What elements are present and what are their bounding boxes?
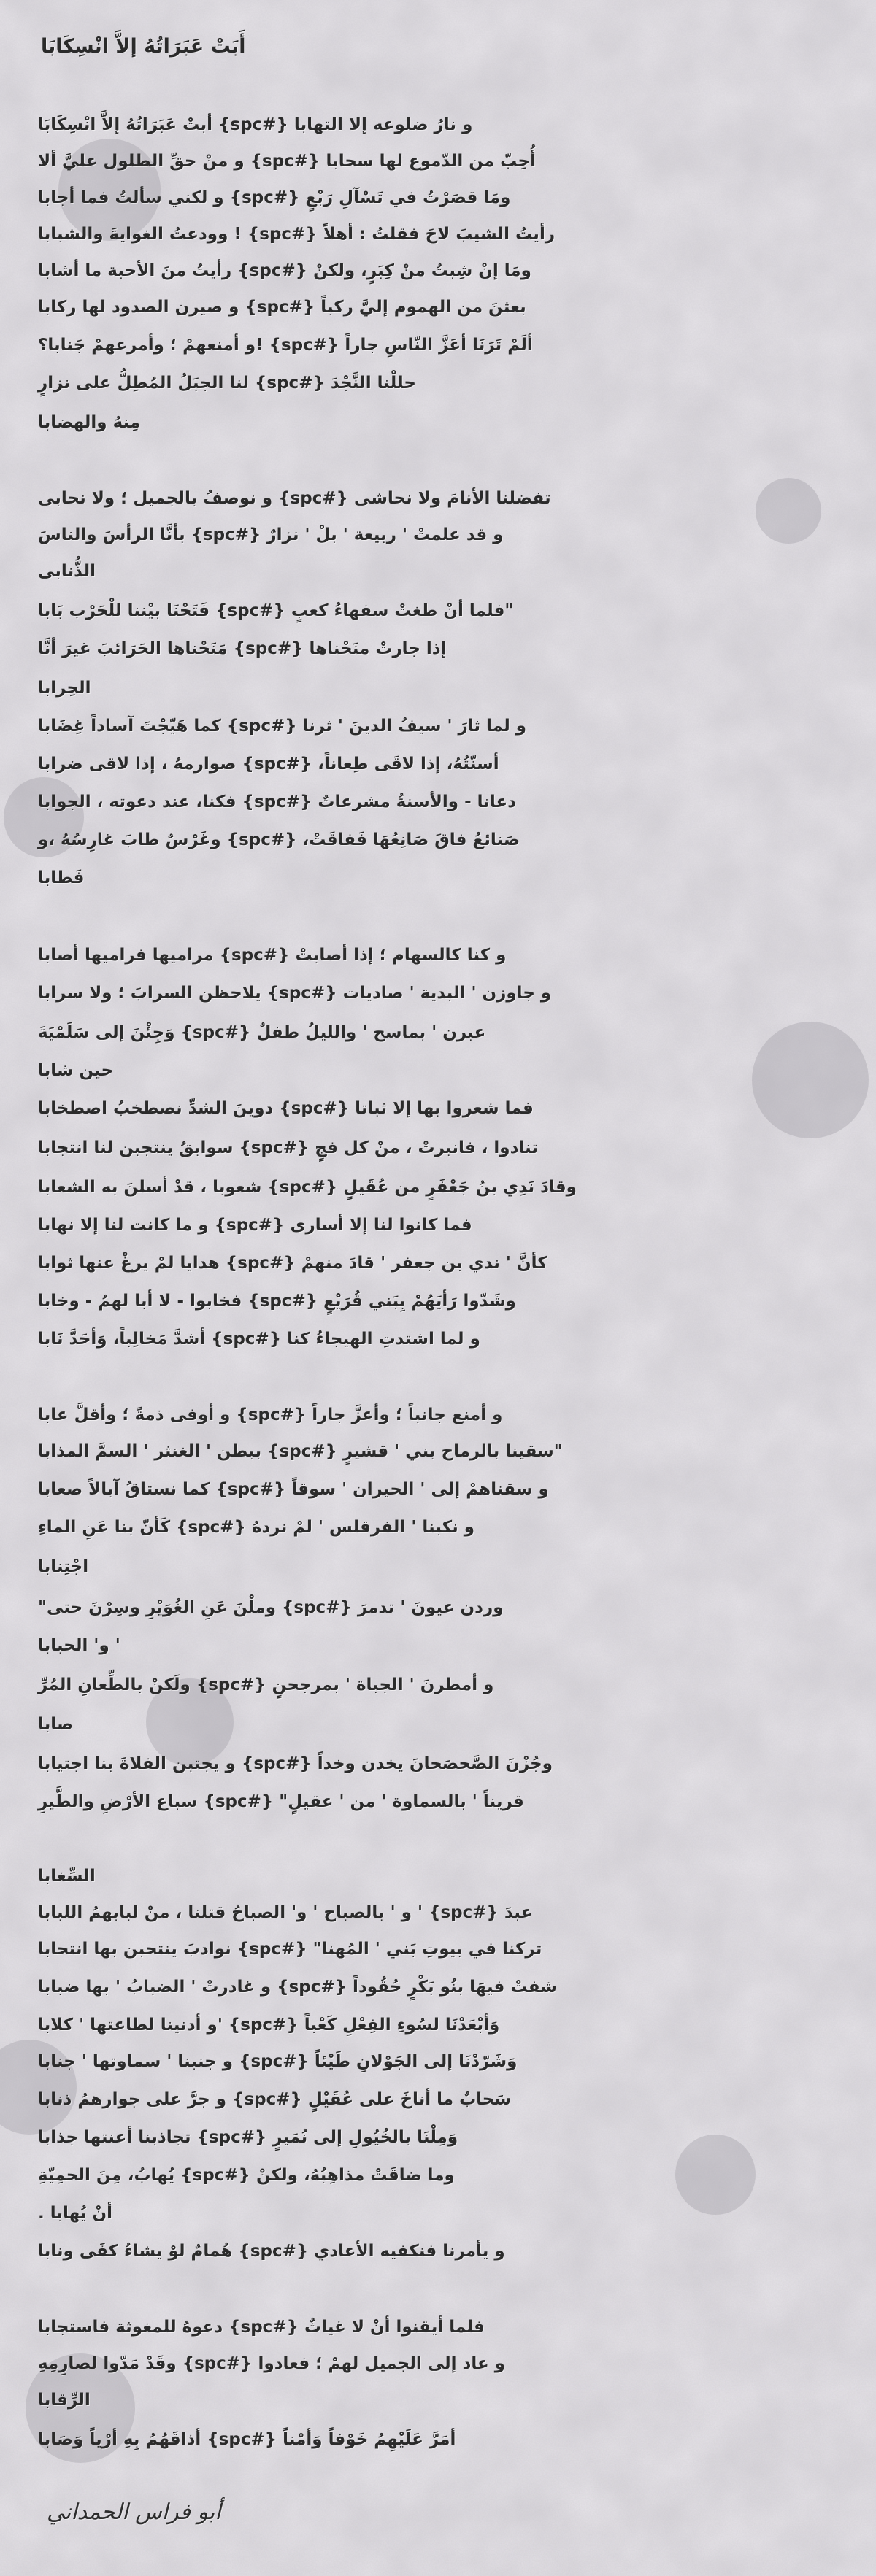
poem-line: حين شابا — [38, 1061, 114, 1080]
poem-line: فما شعروا بها إلا ثباتا {#spc} دوينَ الشدِّ نصطخبُ اصطخابا — [38, 1099, 534, 1118]
poem-line: و جاوزن ' البدية ' صاديات {#spc} يلاحظن السرابَ ؛ ولا سرابا — [38, 984, 552, 1003]
poem-line: صابا — [38, 1715, 74, 1734]
poem-line: وَمِلْنَا بالخُيُولِ إلى نُمَيرٍ {#spc} تجاذبنا أعنتها جذابا — [38, 2128, 458, 2147]
poem-line: إذا جارتْ منَحْناها {#spc} مَنَحْناها الحَرَائبَ غيرَ أنَّا — [38, 639, 447, 658]
poem-line: و يأمرنا فنكفيه الأعادي {#spc} هُمامٌ لوْ يشاءُ كفَى ونابا — [38, 2242, 505, 2261]
poem-line: و كنا كالسهام ؛ إذا أصابتْ {#spc} مراميها فراميها أصابا — [38, 946, 507, 965]
poem-line: فلما أيقنوا أنْ لا غياثٌ {#spc} دعوهُ للمغوثة فاستجابا — [38, 2318, 485, 2337]
poem-line: فَطابا — [38, 868, 85, 887]
poem-line: كأنَّ ' ندي بن جعفر ' قادَ منهمْ {#spc} هدايا لمْ يرغْ عنها ثوابا — [38, 1254, 548, 1273]
poem-line: رأيتُ الشيبَ لاحَ فقلتُ : أهلاً {#spc} ! وودعتُ الغوايةَ والشبابا — [38, 225, 556, 244]
poem-line: الحِرابا — [38, 679, 91, 698]
poem-line: ومَا قصَرْتُ في تَسْآلِ رَبْعٍ {#spc} و لكني سألتُ فما أجابا — [38, 188, 511, 207]
poem-line: سَحابٌ ما أناخَ على عُقَيْلٍ {#spc} و جرَّ على جوارهمُ ذنابا — [38, 2090, 512, 2109]
poem-line: و نارُ ضلوعه إلا التهابا {#spc} أبتْ عَبَرَاتُهُ إلاَّ انْسِكَابَا — [38, 115, 473, 134]
poet-signature: أبو فراس الحمداني — [47, 2499, 221, 2525]
poem-line: عبدَ {#spc} ' و ' بالصباح ' و' الصباحُ قتلنا ، منْ لبابهمُ اللبابا — [38, 1903, 533, 1922]
poem-line: السِّغابا — [38, 1867, 96, 1886]
poem-line: ومَا إنْ شِبتُ منْ كِبَرٍ، ولكنْ {#spc} رأيتُ منَ الأحبة ما أشابا — [38, 261, 531, 280]
poem-line: تنادوا ، فانبرتْ ، منْ كل فجٍ {#spc} سوابقُ ينتجبن لنا انتجابا — [38, 1138, 539, 1157]
poem-line: تفضلنا الأنامَ ولا نحاشى {#spc} و نوصفُ بالجميل ؛ ولا نحابى — [38, 489, 551, 508]
poem-line: قريناً ' بالسماوة ' من ' عقيلٍ" {#spc} سباع الأرْضِ والطَّيرِ — [38, 1792, 524, 1811]
poem-line: وشَدّوا رَأيَهُمْ بِبَني قُرَيْعٍ {#spc} فخابوا - لا أبا لهمُ - وخابا — [38, 1292, 516, 1311]
poem-line: الرِّقابا — [38, 2391, 91, 2410]
poem-line: وردن عيونَ ' تدمرَ {#spc} وملْنَ عَنِ الغُوَيْرِ وسِرْنَ حتى" — [38, 1598, 504, 1617]
poem-line: و لما ثارَ ' سيفُ الدينَ ' ثرنا {#spc} كما هَيّجْتَ آساداً غِضَابا — [38, 717, 527, 736]
poem-line: أنْ يُهابا . — [38, 2204, 112, 2223]
poem-line: و قد علمتْ ' ربيعة ' بلْ ' نزارٌ {#spc} بأنَّا الرأسَ والناسَ — [38, 525, 504, 544]
poem-line: وقادَ نَدِي بنُ جَعْفَرٍ من عُقَيلٍ {#spc} شعوبا ، قدْ أسلنَ به الشعابا — [38, 1178, 577, 1197]
poem-line: أسنّتُهُ، إذا لاقَى طِعاناً، {#spc} صوارمهُ ، إذا لاقى ضرابا — [38, 755, 499, 774]
poem-line: حللْنا النَّجْدَ {#spc} لنا الجبَلُ المُطِلُّ على نزارٍ — [38, 374, 417, 393]
poem-line: "فلما أنْ طغتْ سفهاءُ كعبٍ {#spc} فَتَحْنَا بيْننا للْحَرْب بَابا — [38, 601, 514, 620]
poem-line: وَأبْعَدْنَا لسُوءِ الفِعْلِ كَعْباً {#spc} 'و أدنينا لطاعتها ' كلابا — [38, 2016, 500, 2035]
poem-line: أمَرَّ عَلَيْهِمُ خَوْفاً وَأمْناً {#spc} أذاقَهُمُ بِهِ أرْياً وَصَابا — [38, 2430, 456, 2449]
poem-line: ألَمْ تَرَنَا أعَزَّ النّاسِ جاراً {#spc} !و أمنعهمْ ؛ وأمرعهمْ جَنابا؟ — [38, 336, 533, 355]
poem-line: و عاد إلى الجميل لهمْ ؛ فعادوا {#spc} وقَدْ مَدّوا لصارِمِهِ — [38, 2354, 505, 2373]
poem-line: "سقينا بالرماح بني ' قشيرٍ {#spc} ببطن ' الغنثر ' السمَّ المذابا — [38, 1442, 563, 1461]
poem-line: و نكبنا ' الفرقلس ' لمْ نردهُ {#spc} كَأنّ بنا عَنِ الماءِ — [38, 1518, 475, 1537]
poem-line: تركنا في بيوتِ بَني ' المُهنا" {#spc} نوادبَ ينتحبن بها انتحابا — [38, 1940, 542, 1959]
poem-line: و لما اشتدتِ الهيجاءُ كنا {#spc} أشدَّ مَخالِباً، وَأحَدَّ نَابا — [38, 1330, 480, 1349]
poem-line: شفتْ فيهَا بنُو بَكْرٍ حُقُوداً {#spc} و غادرتْ ' الضبابُ ' بها ضبابا — [38, 1978, 557, 1997]
poem-line: وما ضاقَتْ مذاهِبُهُ، ولكنْ {#spc} يُهابُ، مِنَ الحمِيّةِ — [38, 2166, 455, 2185]
poem-line: اجْتِنابا — [38, 1557, 89, 1576]
poem-line: مِنهُ والهضابا — [38, 413, 141, 432]
poem-line: بعثنَ من الهموم إليَّ ركباً {#spc} و صيرن الصدود لها ركابا — [38, 298, 526, 317]
poem-line: و سقناهمْ إلى ' الحيران ' سوقاً {#spc} كما نستاقُ آبالاً صعابا — [38, 1480, 549, 1499]
poem-line: فما كانوا لنا إلا أسارى {#spc} و ما كانت لنا إلا نهابا — [38, 1216, 472, 1235]
poem-line: و أمنع جانباً ؛ وأعزَّ جاراً {#spc} و أوفى ذمةً ؛ وأقلَّ عابا — [38, 1405, 503, 1424]
poem-line: عبرن ' بماسح ' والليلُ طفلٌ {#spc} وَجِئْنَ إلى سَلَمْيَةَ — [38, 1023, 486, 1042]
poem-title: أَبَتْ عَبَرَاتُهُ إلاَّ انْسِكَابَا — [41, 35, 246, 58]
poem-line: صَنائعُ فاقَ صَانِعُهَا فَفاقَتْ، {#spc} وغَرْسٌ طابَ غارِسُهُ ،و — [38, 830, 520, 849]
poem-line: وجُزْنَ الصَّحصَحانَ يخدن وخداً {#spc} و يجتبن الفلاةَ بنا اجتيابا — [38, 1754, 553, 1773]
poem-line: دعانا - والأسنةُ مشرعاتٌ {#spc} فكنا، عند دعوته ، الجوابا — [38, 793, 517, 811]
poem-line: و أمطرنَ ' الجباة ' بمرجحنٍ {#spc} ولَكنْ بالطِّعانِ المُرِّ — [38, 1675, 494, 1694]
poem-line: ' و' الحبابا — [38, 1636, 120, 1655]
poem-line: وَشَرّدْنَا إلى الجَوْلانِ طَيْئاً {#spc} و جنبنا ' سماوتها ' جنابا — [38, 2052, 518, 2071]
poem-line: أُحِبّ من الدّموع لها سحابا {#spc} و منْ حقِّ الطلول عليَّ ألا — [38, 152, 536, 171]
poem-line: الذُّنابى — [38, 562, 96, 581]
